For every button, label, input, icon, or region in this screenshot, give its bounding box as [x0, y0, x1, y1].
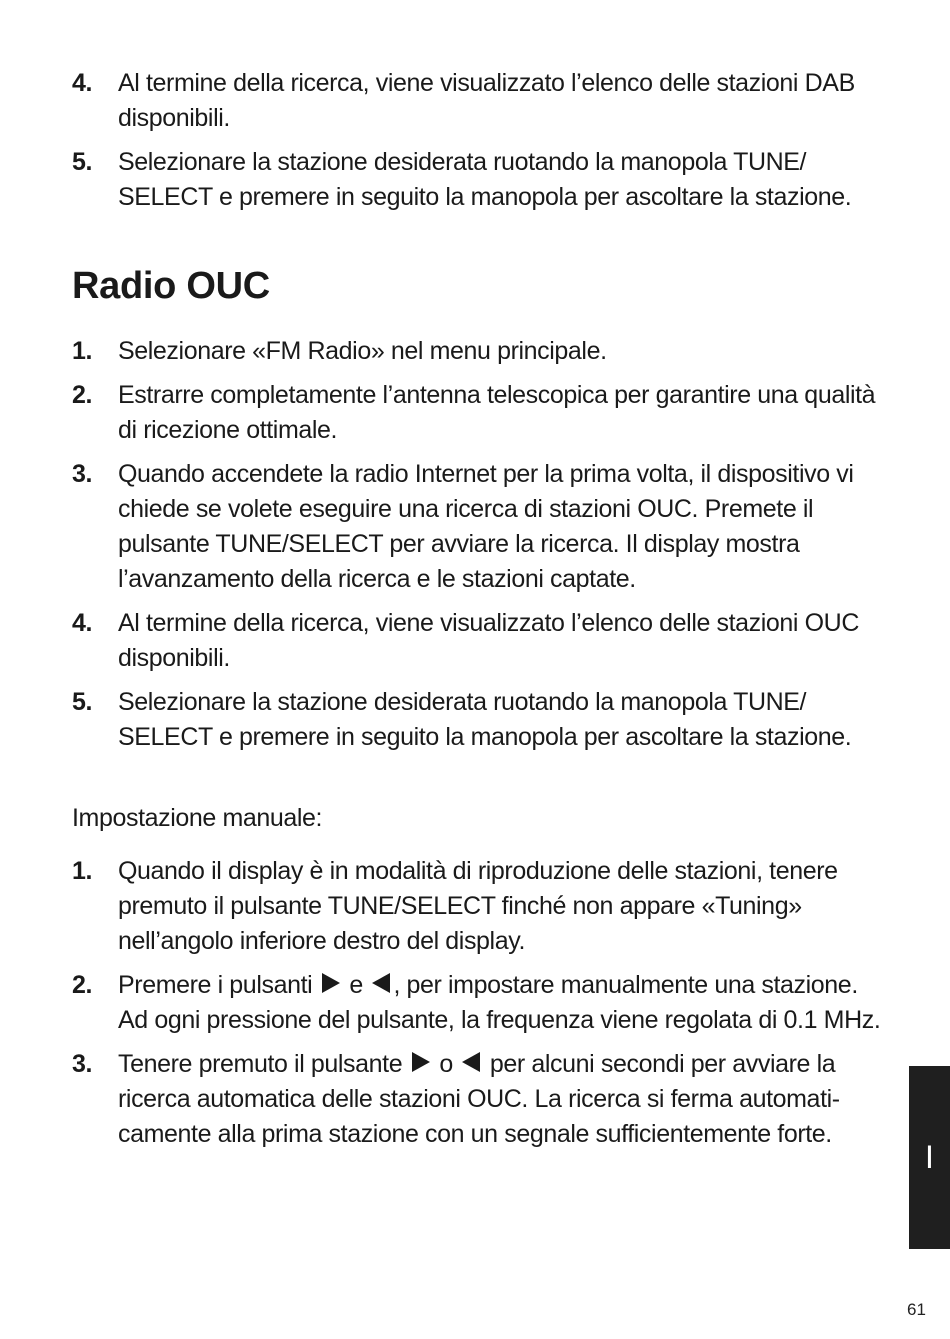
- item-number: 5.: [72, 148, 93, 176]
- manual-title: Impostazione manuale:: [72, 804, 323, 832]
- play-right-icon: [411, 1051, 431, 1073]
- item-number: 2.: [72, 971, 93, 999]
- item-text: Selezionare «FM Radio» nel menu principale.: [118, 337, 607, 365]
- item-number: 1.: [72, 337, 93, 365]
- list-item: [72, 378, 882, 448]
- item-number: 1.: [72, 857, 93, 885]
- item-number: 3.: [72, 460, 93, 488]
- list-item: [72, 1047, 882, 1152]
- list-item: [72, 685, 882, 755]
- item-text: Selezionare la stazione desiderata ruotando la manopola TUNE/ SELECT e premere in seguito la manopola per ascoltare la stazione.: [118, 688, 852, 751]
- page-number: 61: [907, 1300, 926, 1319]
- text-after: , per impostare manualmente una stazione. Ad ogni pressione del pulsante, la frequenza viene regolata di 0.1 MHz.: [118, 971, 881, 1034]
- list-item: [72, 334, 882, 369]
- list-item: [72, 457, 882, 597]
- item-text: Al termine della ricerca, viene visualizzato l’elenco delle stazioni OUC disponibili.: [118, 609, 859, 672]
- text-before: Tenere premuto il pulsante: [118, 1050, 403, 1078]
- chapter-tab: I: [909, 1066, 950, 1249]
- item-text: Selezionare la stazione desiderata ruotando la manopola TUNE/ SELECT e premere in seguito la manopola per ascoltare la stazione.: [118, 148, 852, 211]
- list-item: [72, 145, 882, 215]
- text-mid: o: [439, 1050, 453, 1078]
- item-number: 2.: [72, 381, 93, 409]
- play-left-icon: [461, 1051, 481, 1073]
- section-heading: Radio OUC: [72, 265, 270, 307]
- text-after: per alcuni secondi per avviare la ricerca automatica delle stazioni OUC. La ricerca si ferma automati-camente alla prima stazione con un segnale sufficientemente forte.: [118, 1050, 840, 1148]
- item-number: 3.: [72, 1050, 93, 1078]
- item-text: Estrarre completamente l’antenna telescopica per garantire una qualità di ricezione ottimale.: [118, 381, 876, 444]
- manual-list: [72, 854, 882, 1161]
- intro-list: [72, 66, 882, 224]
- list-item: [72, 66, 882, 136]
- item-number: 4.: [72, 609, 93, 637]
- fm-list: [72, 334, 882, 764]
- text-before: Premere i pulsanti: [118, 971, 313, 999]
- item-number: 4.: [72, 69, 93, 97]
- item-text: [118, 968, 882, 1038]
- list-item: [72, 854, 882, 959]
- item-text: Al termine della ricerca, viene visualizzato l’elenco delle stazioni DAB disponibili.: [118, 69, 855, 132]
- item-number: 5.: [72, 688, 93, 716]
- text-mid: e: [349, 971, 363, 999]
- item-text: [118, 1047, 882, 1152]
- play-right-icon: [321, 972, 341, 994]
- list-item: [72, 606, 882, 676]
- list-item: [72, 968, 882, 1038]
- play-left-icon: [371, 972, 391, 994]
- item-text: Quando il display è in modalità di riproduzione delle stazioni, tenere premuto il pulsante TUNE/SELECT finché non appare «Tuning» nell’angolo inferiore destro del display.: [118, 857, 838, 955]
- item-text: Quando accendete la radio Internet per la prima volta, il dispositivo vi chiede se volete eseguire una ricerca di stazioni OUC. Premete il pulsante TUNE/SELECT per avviare la ricerca. Il display mostra l’avanzamento della ricerca e le stazioni captate.: [118, 460, 854, 593]
